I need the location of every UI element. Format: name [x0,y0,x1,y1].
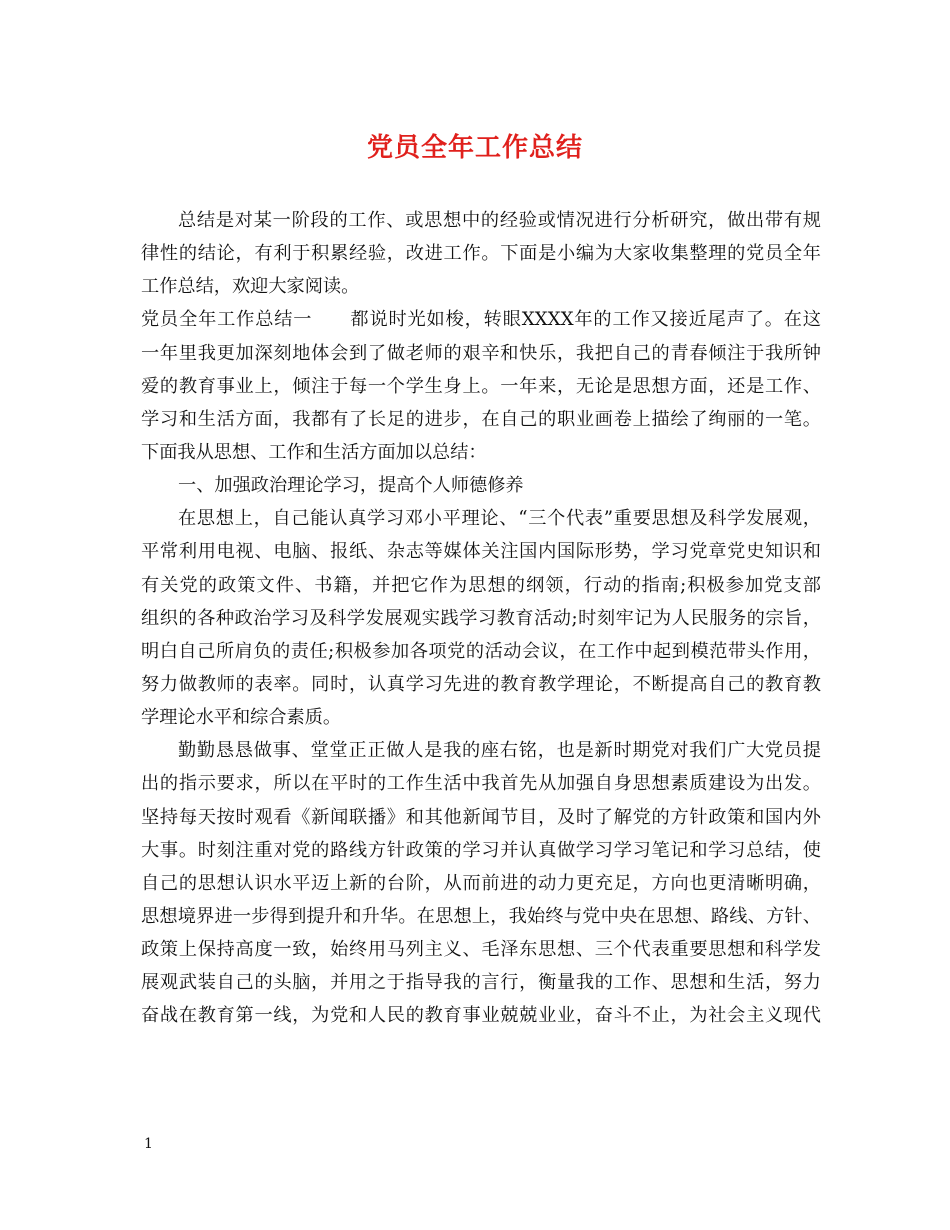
document-title: 党员全年工作总结 [366,133,583,163]
text-line: 学习和生活方面，我都有了长足的进步，在自己的职业画卷上描绘了绚丽的一笔。 [141,408,821,430]
text-line: 思想境界进一步得到提升和升华。在思想上，我始终与党中央在思想、路线、方针、 [141,905,821,927]
text-line: 组织的各种政治学习及科学发展观实践学习教育活动;时刻牢记为人民服务的宗旨， [141,607,821,629]
text-line: 勤勤恳恳做事、堂堂正正做人是我的座右铭，也是新时期党对我们广大党员提 [178,740,821,762]
text-line: 努力做教师的表率。同时，认真学习先进的教育教学理论，不断提高自己的教育教 [141,673,821,695]
document-body [141,204,821,1033]
text-line: 奋战在教育第一线，为党和人民的教育事业兢兢业业，奋斗不止，为社会主义现代 [141,1005,821,1027]
text-line: 有关党的政策文件、书籍，并把它作为思想的纲领，行动的指南;积极参加党支部 [141,574,821,596]
text-line: 出的指示要求，所以在平时的工作生活中我首先从加强自身思想素质建设为出发。 [141,773,821,795]
text-line: 党员全年工作总结一 都说时光如梭，转眼XXXX年的工作又接近尾声了。在这 [141,309,821,331]
text-line: 工作总结，欢迎大家阅读。 [141,276,360,298]
page-number: 1 [144,1136,153,1152]
text-line: 政策上保持高度一致，始终用马列主义、毛泽东思想、三个代表重要思想和科学发 [141,939,821,961]
text-line: 下面我从思想、工作和生活方面加以总结： [141,441,487,463]
text-line: 展观武装自己的头脑，并用之于指导我的言行，衡量我的工作、思想和生活，努力 [141,972,821,994]
text-line: 坚持每天按时观看《新闻联播》和其他新闻节目，及时了解党的方针政策和国内外 [141,806,821,828]
text-line: 一、加强政治理论学习，提高个人师德修养 [178,475,524,497]
text-line: 总结是对某一阶段的工作、或思想中的经验或情况进行分析研究，做出带有规 [178,210,821,231]
text-line: 一年里我更加深刻地体会到了做老师的艰辛和快乐，我把自己的青春倾注于我所钟 [141,342,821,364]
text-line: 大事。时刻注重对党的路线方针政策的学习并认真做学习学习笔记和学习总结，使 [141,839,821,861]
text-line: 明白自己所肩负的责任;积极参加各项党的活动会议，在工作中起到模范带头作用， [141,640,821,662]
text-line: 学理论水平和综合素质。 [141,707,342,729]
text-line: 在思想上，自己能认真学习邓小平理论、“三个代表”重要思想及科学发展观， [178,508,821,530]
text-line: 自己的思想认识水平迈上新的台阶，从而前进的动力更充足，方向也更清晰明确， [141,872,821,894]
text-line: 律性的结论，有利于积累经验，改进工作。下面是小编为大家收集整理的党员全年 [141,243,821,265]
text-line: 平常利用电视、电脑、报纸、杂志等媒体关注国内国际形势，学习党章党史知识和 [141,541,821,563]
text-line: 爱的教育事业上，倾注于每一个学生身上。一年来，无论是思想方面，还是工作、 [141,375,821,397]
